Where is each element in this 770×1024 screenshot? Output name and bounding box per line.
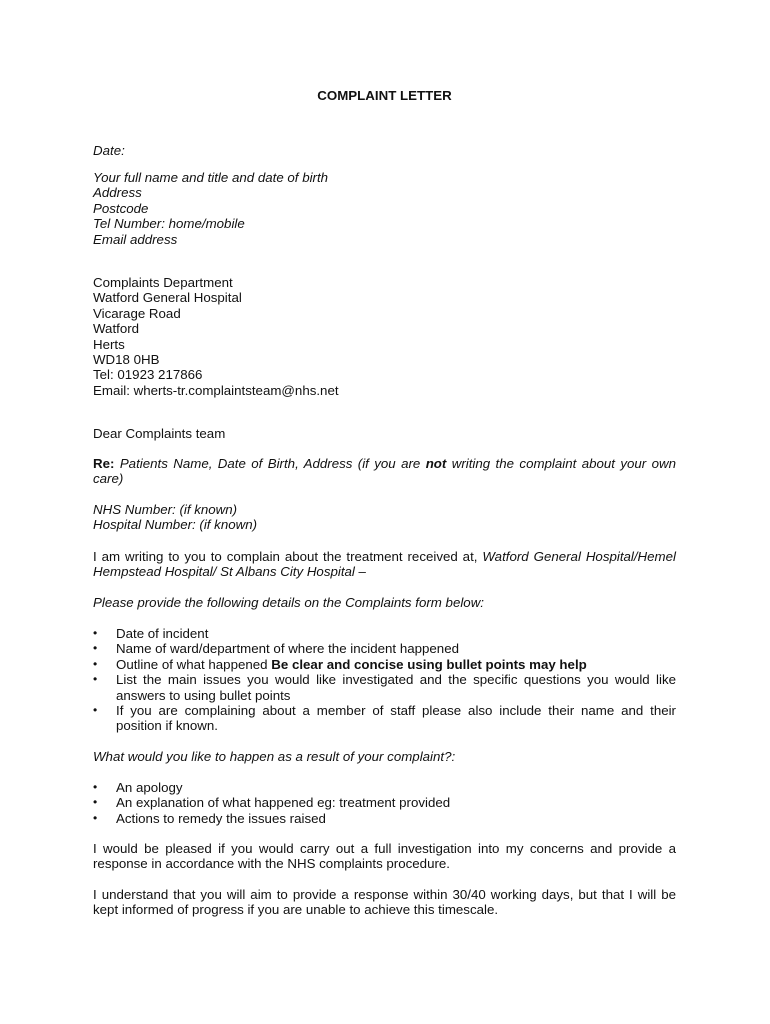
recipient-line: Watford xyxy=(93,321,140,337)
sender-address-line: Address xyxy=(93,185,142,201)
recipient-line: Tel: 01923 217866 xyxy=(93,367,203,383)
recipient-address xyxy=(93,275,676,398)
bullet-icon: • xyxy=(93,626,98,640)
list-item: • Actions to remedy the issues raised xyxy=(93,810,326,826)
closing-paragraph-investigation: I would be pleased if you would carry out a full investigation into my concerns and provide a response in accordance with the NHS complaints procedure. xyxy=(93,841,676,872)
re-emphasis: not xyxy=(425,456,447,471)
list-item: • Name of ward/department of where the incident happened xyxy=(93,641,459,657)
re-text-before: Patients Name, Date of Birth, Address (if you are xyxy=(114,456,426,471)
recipient-email-line: Email: wherts-tr.complaintsteam@nhs.net xyxy=(93,382,339,398)
intro-text: I am writing to you to complain about the treatment received at, xyxy=(93,549,483,564)
intro-paragraph xyxy=(93,549,676,580)
re-text-after: writing the complaint about your own care) xyxy=(93,456,677,487)
list-item: • Date of incident xyxy=(93,626,209,641)
bullet-icon: • xyxy=(93,780,98,794)
list-item: • If you are complaining about a member of staff please also include their name and their position if known. xyxy=(93,703,676,734)
bullet-icon: • xyxy=(93,641,98,656)
list-item: • Outline of what happened Be clear and concise using bullet points may help xyxy=(93,656,587,672)
outcome-prompt: What would you like to happen as a result of your complaint?: xyxy=(93,749,456,764)
sender-name-line: Your full name and title and date of birth xyxy=(93,170,329,185)
bullet-icon: • xyxy=(93,672,98,687)
recipient-line: WD18 0HB xyxy=(93,352,160,368)
sender-details xyxy=(93,170,676,247)
closing-paragraph-timescale: I understand that you will aim to provide a response within 30/40 working days, but that I will be kept informed of progress if you are unable to achieve this timescale. xyxy=(93,887,676,918)
letter-page xyxy=(93,0,676,1024)
sender-tel-line: Tel Number: home/mobile xyxy=(93,216,245,232)
intro-hospitals: Watford General Hospital/Hemel Hempstead Hospital/ St Albans City Hospital – xyxy=(93,549,676,580)
recipient-line: Watford General Hospital xyxy=(93,290,242,306)
list-item: • An apology xyxy=(93,780,183,795)
re-line xyxy=(93,456,676,487)
recipient-line: Vicarage Road xyxy=(93,305,181,321)
details-list xyxy=(93,626,676,734)
list-item: • List the main issues you would like investigated and the specific questions you would like answers to using bullet points xyxy=(93,672,676,703)
hospital-number-line: Hospital Number: (if known) xyxy=(93,517,258,533)
bullet-icon: • xyxy=(93,703,98,718)
bullet-icon: • xyxy=(93,810,98,825)
document-title: COMPLAINT LETTER xyxy=(317,88,452,103)
salutation: Dear Complaints team xyxy=(93,426,226,441)
re-label: Re: xyxy=(93,456,115,471)
sender-postcode-line: Postcode xyxy=(93,200,149,216)
details-prompt: Please provide the following details on the Complaints form below: xyxy=(93,595,484,610)
recipient-line: Complaints Department xyxy=(93,275,233,290)
recipient-line: Herts xyxy=(93,336,125,352)
outcomes-list xyxy=(93,780,676,826)
nhs-number-line: NHS Number: (if known) xyxy=(93,502,238,517)
sender-email-line: Email address xyxy=(93,231,178,247)
patient-numbers xyxy=(93,502,676,533)
date-label: Date: xyxy=(93,143,125,158)
bullet-icon: • xyxy=(93,656,98,671)
bullet-icon: • xyxy=(93,795,98,810)
list-item: • An explanation of what happened eg: treatment provided xyxy=(93,795,451,811)
